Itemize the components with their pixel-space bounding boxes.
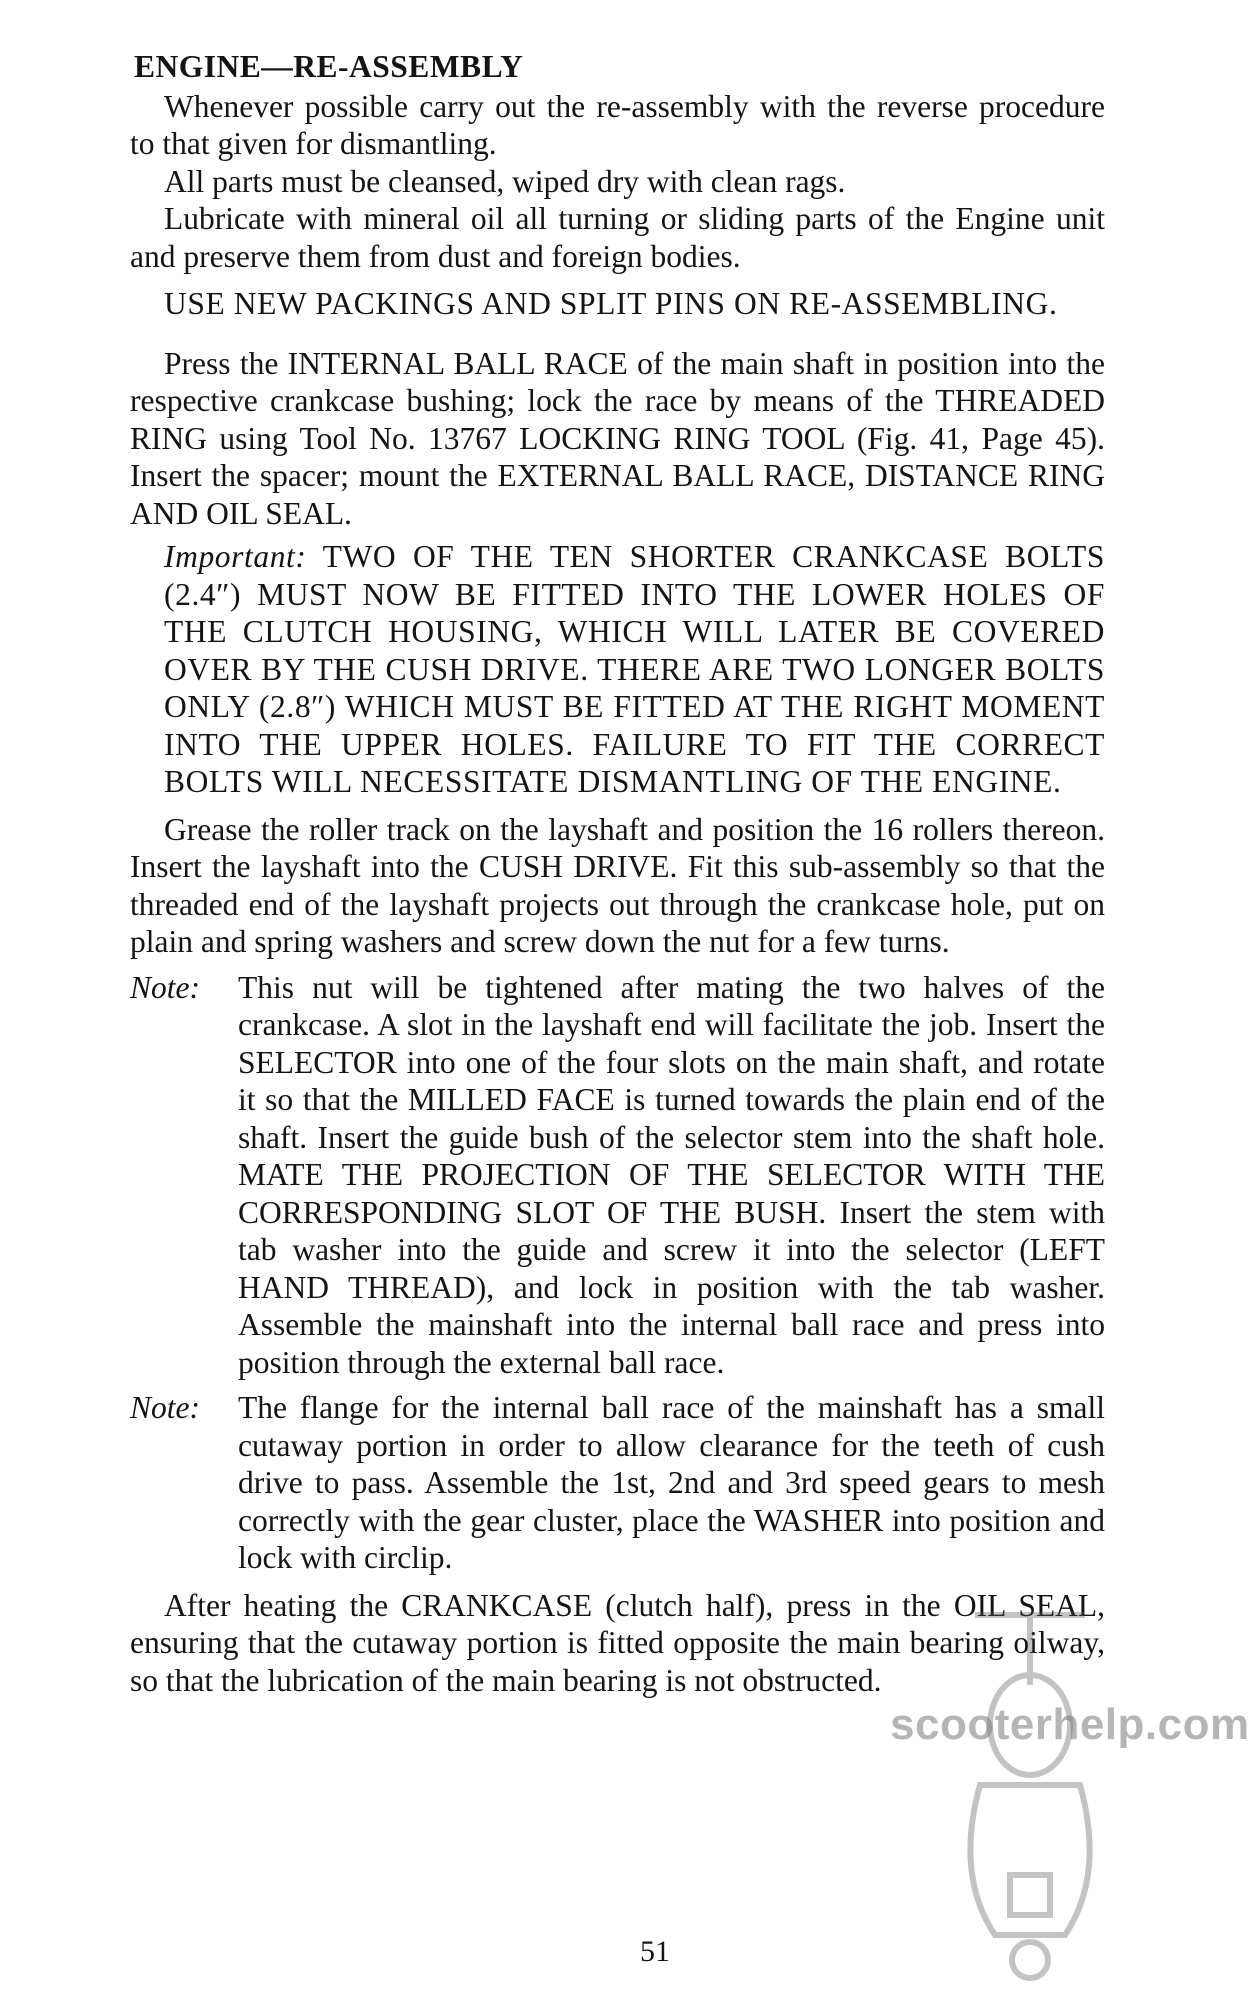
note-flange [130,1389,1105,1577]
note-label: Note: [130,969,200,1005]
note-label: Note: [130,1390,200,1425]
paragraph-cleanse: All parts must be cleansed, wiped dry with clean rags. [164,163,846,199]
paragraph-intro: Whenever possible carry out the re-assembly with the reverse procedure to that given for dismantling. [130,88,1105,161]
important-block [130,538,1105,801]
site-watermark: scooterhelp.com [890,1700,1250,1749]
important-text: TWO OF THE TEN SHORTER CRANKCASE BOLTS (2.4″) MUST NOW BE FITTED INTO THE LOWER HOLES OF THE CLUTCH HOUSING, WHICH WILL LATER BE COVERED OVER BY THE CUSH DRIVE. THERE ARE TWO LONGER BOLTS ONLY (2.8″) WHICH MUST BE FITTED AT THE RIGHT MOMENT INTO THE UPPER HOLES. FAILURE TO FIT THE CORRECT BOLTS WILL NECESSITATE DISMANTLING OF THE ENGINE. [164,539,1105,799]
paragraph-new-packings: USE NEW PACKINGS AND SPLIT PINS ON RE-ASSEMBLING. [164,286,1058,321]
page-number: 51 [640,1935,670,1968]
paragraph-lubricate: Lubricate with mineral oil all turning or sliding parts of the Engine unit and preserve them from dust and foreign bodies. [130,201,1105,274]
note-text: This nut will be tightened after mating the two halves of the crankcase. A slot in the layshaft end will facilitate the job. Insert the SELECTOR into one of the four slots on the main shaft, and rotate it so that the MILLED FACE is turned towards the plain end of the shaft. Insert the guide bush of the selector stem into the shaft hole. MATE THE PROJECTION OF THE SELECTOR WITH THE CORRESPONDING SLOT OF THE BUSH. Insert the stem with tab washer into the guide and screw it into the selector (LEFT HAND THREAD), and lock in position with the tab washer. Assemble the mainshaft into the internal ball race and press into position through the external ball race. [238,969,1105,1380]
note-selector [130,969,1105,1382]
scooter-watermark-icon [935,1575,1125,1985]
note-text: The flange for the internal ball race of the mainshaft has a small cutaway portion in order to allow clearance for the teeth of cush drive to pass. Assemble the 1st, 2nd and 3rd speed gears to mesh correctly with the gear cluster, place the WASHER into position and lock with circlip. [238,1390,1105,1575]
section-heading: ENGINE—RE-ASSEMBLY [134,49,524,84]
paragraph-crankcase-seal: After heating the CRANKCASE (clutch half), press in the OIL SEAL, ensuring that the cutaway portion is fitted opposite the main bearing oilway, so that the lubrication of the main bearing is not obstructed. [130,1587,1105,1698]
paragraph-ball-race: Press the INTERNAL BALL RACE of the main shaft in position into the respective crankcase bushing; lock the race by means of the THREADED RING using Tool No. 13767 LOCKING RING TOOL (Fig. 41, Page 45). Insert the spacer; mount the EXTERNAL BALL RACE, DISTANCE RING AND OIL SEAL. [130,345,1105,531]
important-label: Important: [164,539,307,574]
paragraph-layshaft: Grease the roller track on the layshaft and position the 16 rollers thereon. Insert the layshaft into the CUSH DRIVE. Fit this sub-assembly so that the threaded end of the layshaft projects out through the crankcase hole, put on plain and spring washers and screw down the nut for a few turns. [130,811,1105,959]
